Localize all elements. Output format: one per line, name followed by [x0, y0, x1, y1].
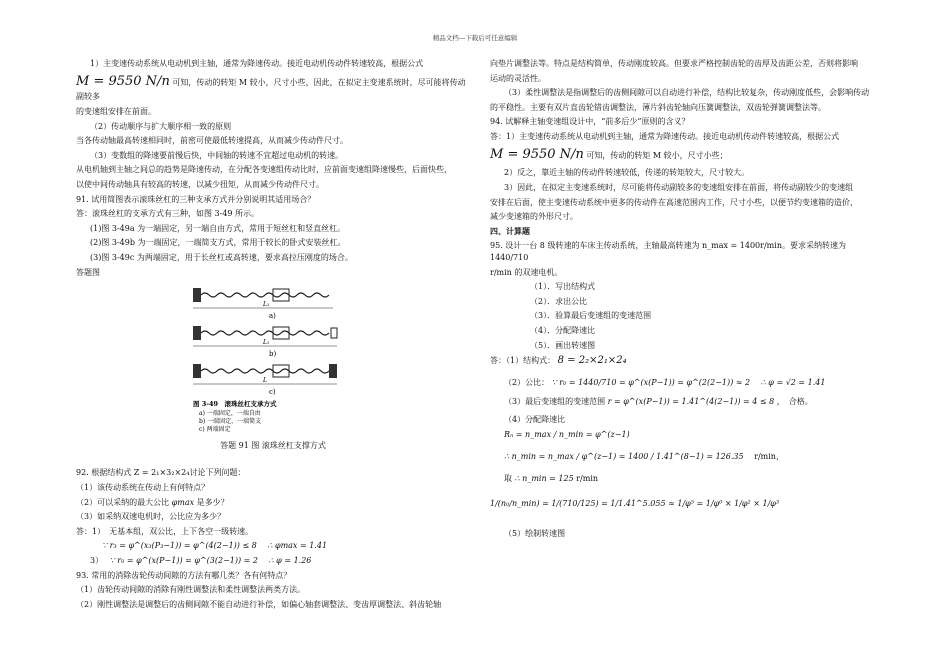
text-line: 可知，传动的转矩 M 较小，尺寸小些，因此，在拟定主变速系统时，尽可能将传动副较多: [76, 77, 466, 102]
text-line: （3）变数组的降速要前慢后快，中间轴的转速不宜超过电动机的转速。: [90, 150, 344, 160]
ballscrew-diagram: [183, 282, 363, 432]
text-span: r/min，: [754, 452, 784, 461]
structure-formula: 8 = 2₂×2₁×2₄: [557, 355, 627, 367]
formula-line: [490, 473, 882, 485]
text-line: 的变速组安排在前面。: [76, 107, 156, 117]
text-line: 以使中间传动轴具有较高的转速，以减少扭矩，从而减少传动件尺寸。: [76, 180, 324, 189]
text-line: (1)图 3-49a 为一端固定，另一端自由方式，常用于短丝杠和竖直丝杠。: [90, 223, 346, 233]
legend-b: b) 一端固定，一端简支: [199, 418, 262, 426]
text-line: （5）绘制转速图: [504, 528, 566, 538]
formula-line: [490, 396, 882, 408]
text-line: （1）该传动系统在传动上有何特点？: [76, 482, 210, 492]
formula-line: [76, 555, 470, 567]
text-line: （3）如采纳双速电机时，公比应为多少？: [76, 512, 226, 522]
text-line: 2）反之，靠近主轴的传动件转速较低，传递的转矩较大，尺寸较大。: [504, 168, 750, 178]
formula: ∵ r₃ = φ^(x₃(P₃−1)) = φ^(4(2−1)) ≤ 8: [102, 541, 257, 551]
step-item: （5）．画出转速图: [530, 340, 596, 350]
formula-line: [76, 540, 470, 552]
text-span: 是多少？: [196, 497, 229, 507]
fig-label-c: c): [269, 388, 276, 397]
text-line: 安排在后面，使主变速传动系统中更多的传动件在高速范围内工作，尺寸小些，以便节约变速箱的造价，: [490, 197, 858, 207]
text-line: [76, 497, 470, 509]
text-span: 取: [504, 473, 512, 483]
torque-formula: M = 9550 N/n: [76, 73, 170, 89]
step-item: （3）．验算最后变速组的变速范围: [530, 311, 652, 321]
legend-c: c) 两端固定: [199, 426, 231, 433]
formula: Rₙ = n_max / n_min = φ^(z−1): [504, 430, 630, 440]
text-line: 向垫片调整法等。特点是结构简单，传动刚度较高。但要求严格控制齿轮的齿厚及齿距公差，否则将影响: [490, 59, 858, 68]
question-92: 92. 根据结构式 Z = 2₁×3₂×2₄讨论下列问题：: [76, 468, 246, 478]
formula: ∴ n_min = n_max / φ^(z−1) = 1400 / 1.41^(8−1) = 126.35: [504, 452, 744, 461]
formula-line: [490, 451, 882, 463]
text-line: （2）刚性调整法是调整后的齿侧间隙不能自动进行补偿，如偏心轴套调整法、变齿厚调整法、斜齿轮轴: [76, 599, 442, 609]
step-item: （2）．求出公比: [530, 296, 588, 306]
dim-label: L₁: [263, 301, 270, 309]
support-b: [193, 326, 337, 358]
text-span: ， 合格。: [776, 397, 813, 407]
formula-line: [490, 498, 882, 510]
question-91: 91. 试用简图表示滚珠丝杠的三种支承方式并分别说明其适用场合？: [76, 194, 316, 204]
question-94: 94. 试解释主轴变速组设计中，“前多后少”原则的含义？: [490, 117, 690, 127]
text-line: 3）因此，在拟定主变速系统时，尽可能将传动副较多的变速组安排在前面，将传动副较少的变速组: [504, 183, 854, 192]
formula: ∵ r₀ = φ^(x(P−1)) = φ^(3(2−1)) = 2: [109, 555, 258, 565]
text-line: 答题图: [76, 267, 100, 277]
text-line: (3)图 3-49c 为两端固定，用于长丝杠或高转速，要求高拉压刚度的场合。: [90, 252, 353, 262]
question-93: 93. 常用的消除齿轮传动间隙的方法有哪几类？各有何特点？: [76, 570, 292, 580]
text-line: 从电机轴到主轴之间总的趋势是降速传动，在分配各变速组传动比时，应前面变速组降速慢些，后面快些，: [76, 165, 452, 175]
text-span: （2）公比：: [504, 377, 550, 387]
text-span: （3）最后变速组的变速范围: [504, 397, 606, 407]
text-line: 当各传动轴最高转速相同时，前密可使最低转速提高，从而减少传动件尺寸。: [76, 136, 348, 146]
formula-line: [490, 377, 882, 389]
text-line: r/min 的双速电机。: [490, 267, 563, 277]
formula-line: [490, 429, 882, 441]
formula-line: [76, 73, 470, 103]
text-line: (2)图 3-49b 为一端固定，一端简支方式，常用于较长的卧式安装丝杠。: [90, 238, 346, 248]
question-95: 95. 设计一台 8 级转速的车床主传动系统，主轴最高转速为 n_max = 1400r/min。要求采纳转速为 1440/710: [490, 241, 846, 262]
text-span: 答：（1）结构式：: [490, 356, 556, 366]
legend-a: a) 一端固定，一端自由: [199, 410, 261, 418]
page-header: 精品文档---下载后可任意编辑: [432, 34, 518, 42]
text-span: 可知，传动的转矩 M 较小，尺寸小些；: [586, 150, 728, 160]
text-span: 答：1） 无基本组，双公比，上下各空一级转速。: [76, 526, 254, 536]
phi-max-symbol: φmax: [171, 497, 195, 507]
text-line: （1）齿轮传动间隙的消除有刚性调整法和柔性调整法两类方法。: [76, 585, 306, 595]
text-line: 的平稳性。主要有双片直齿轮错齿调整法，薄片斜齿轮轴向压簧调整法，双齿轮弹簧调整法等。: [490, 102, 826, 112]
formula: r = φ^(x(P−1)) = 1.41^(4(2−1)) = 4 ≤ 8: [607, 397, 775, 407]
answer-line: [76, 526, 470, 538]
right-column: [490, 58, 882, 542]
ballscrew-figure: [76, 282, 470, 436]
formula-result: ∴ φ = 1.26: [268, 555, 312, 565]
dim-label: L₁: [263, 339, 270, 347]
section-heading: 四、计算题: [490, 225, 530, 236]
text-span: r/min: [576, 473, 599, 483]
text-line: 答：滚珠丝杠的支承方式有三种，如图 3-49 所示。: [76, 209, 260, 219]
formula-result: ∴ φ = √2 = 1.41: [760, 377, 826, 387]
step-item: （4）．分配降速比: [530, 325, 596, 335]
text-line: （2）传动顺序与扩大顺序相一致的原则: [90, 121, 232, 131]
formula: ∵ r₀ = 1440/710 = φ^(x(P−1)) = φ^(2(2−1)) ≈ 2: [551, 377, 751, 387]
figure-title: 图 3-49 滚珠丝杠支承方式: [193, 400, 277, 409]
formula: 1/(n₀/n_min) = 1/(710/125) = 1/1.41^5.055 ≈ 1/φ⁵ = 1/φ⁰ × 1/φ² × 1/φ³: [490, 499, 780, 509]
fig-label-b: b): [269, 350, 277, 359]
fig-label-a: a): [269, 312, 276, 321]
text-line: 减少变速箱的外形尺寸。: [490, 212, 578, 222]
text-line: （4）分配降速比: [504, 414, 566, 424]
support-c: [193, 364, 337, 396]
formula-line: [490, 146, 882, 165]
text-line: 运动的灵活性。: [490, 73, 546, 83]
step-item: （1）．写出结构式: [530, 282, 596, 292]
support-a: [193, 288, 333, 320]
answer-line: [490, 354, 882, 369]
text-line: 答：1）主变速传动系统从电动机到主轴，通常为降速传动。接近电动机传动件转速较高，根据公式: [490, 131, 840, 141]
dim-label: L: [263, 377, 267, 385]
text-span: （2）可以采纳的最大公比: [76, 497, 170, 507]
text-line: （3）柔性调整法是指调整后的齿侧间隙可以自动进行补偿，结构比较复杂，传动刚度低些，会影响传动: [504, 88, 870, 98]
figure-caption: 答题 91 图 滚珠丝杠支撑方式: [220, 440, 326, 450]
formula-result: ∴ φmax = 1.41: [267, 541, 328, 551]
torque-formula: M = 9550 N/n: [490, 146, 584, 162]
left-column: [76, 58, 470, 613]
text-span: 3）: [90, 555, 100, 565]
formula: ∴ n_min = 125: [514, 473, 574, 483]
text-line: 1）主变速传动系统从电动机到主轴，通常为降速传动。接近电动机传动件转速较高，根据公式: [90, 59, 424, 68]
